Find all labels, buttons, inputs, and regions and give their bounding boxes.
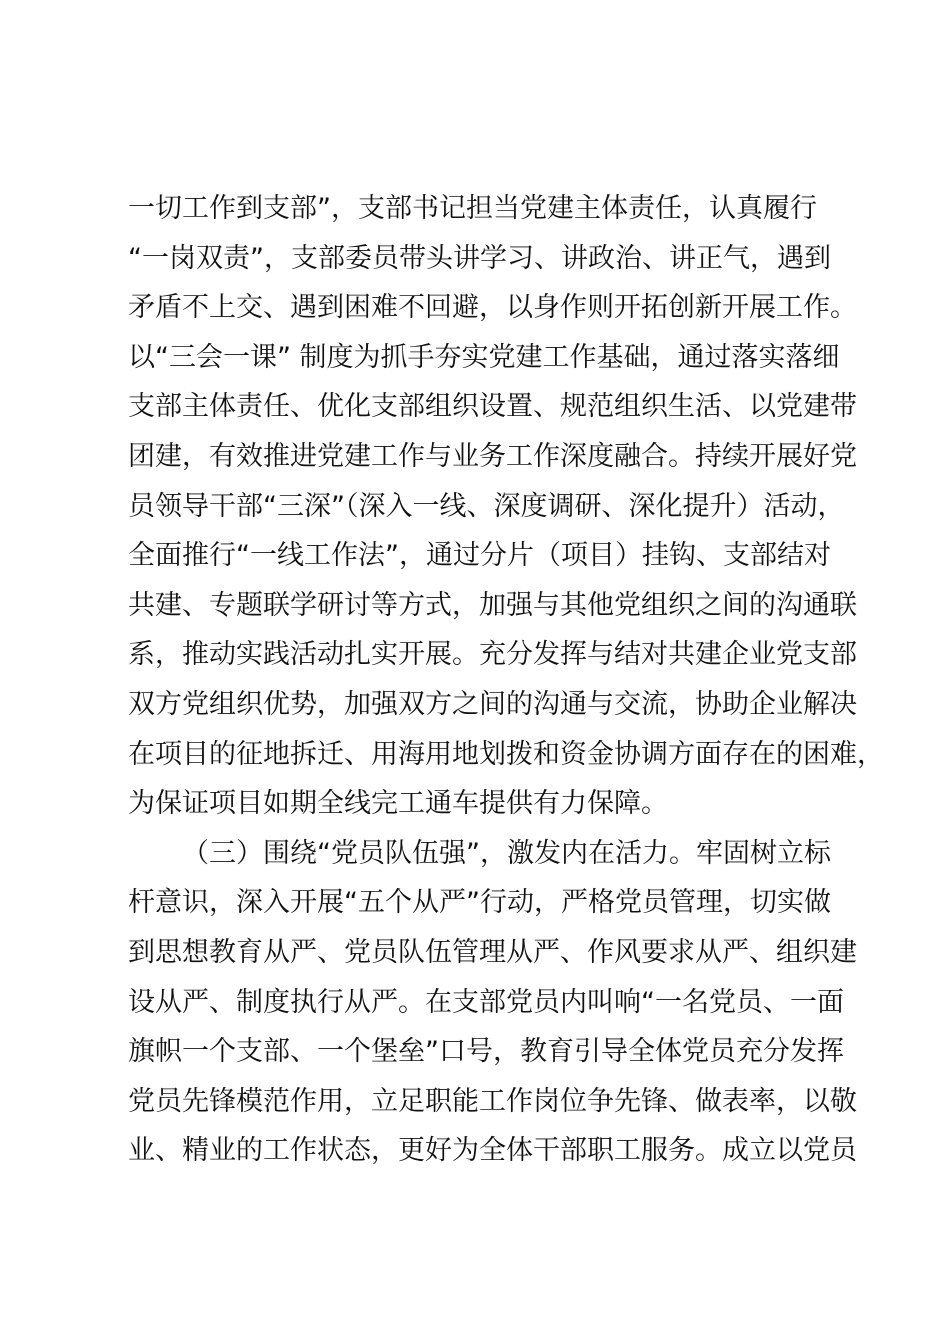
text-line: 党员先锋模范作用，立足职能工作岗位争先锋、做表率，以敬 bbox=[128, 1085, 857, 1117]
text-line: 全面推行“一线工作法”，通过分片（项目）挂钩、支部结对 bbox=[128, 540, 831, 572]
text-line: 员领导干部“三深”（深入一线、深度调研、深化提升）活动， bbox=[128, 490, 845, 522]
text-line: 旗帜一个支部、一个堡垒”口号，教育引导全体党员充分发挥 bbox=[128, 1036, 844, 1068]
text-line: 团建，有效推进党建工作与业务工作深度融合。持续开展好党 bbox=[128, 440, 857, 472]
text-line: 支部主体责任、优化支部组织设置、规范组织生活、以党建带 bbox=[128, 391, 857, 423]
text-line: 一切工作到支部”，支部书记担当党建主体责任，认真履行 bbox=[128, 193, 817, 224]
body-text bbox=[128, 184, 884, 1176]
text-line: 双方党组织优势，加强双方之间的沟通与交流，协助企业解决 bbox=[128, 688, 857, 720]
text-line: 业、精业的工作状态，更好为全体干部职工服务。成立以党员 bbox=[128, 1135, 857, 1167]
text-line: 共建、专题联学研讨等方式，加强与其他党组织之间的沟通联 bbox=[128, 589, 857, 621]
text-line: 到思想教育从严、党员队伍管理从严、作风要求从严、组织建 bbox=[128, 936, 857, 968]
text-line: 矛盾不上交、遇到困难不回避，以身作则开拓创新开展工作。 bbox=[128, 292, 857, 324]
text-line: 杆意识，深入开展“五个从严”行动，严格党员管理，切实做 bbox=[128, 887, 831, 919]
text-line: 系，推动实践活动扎实开展。充分发挥与结对共建企业党支部 bbox=[128, 639, 857, 671]
section-heading-line: （三）围绕“党员队伍强”，激发内在活力。牢固树立标 bbox=[182, 837, 831, 869]
text-line: 设从严、制度执行从严。在支部党员内叫响“一名党员、一面 bbox=[128, 986, 844, 1018]
text-line: 以“三会一课” 制度为抓手夯实党建工作基础，通过落实落细 bbox=[128, 341, 840, 373]
text-line: “一岗双责”，支部委员带头讲学习、讲政治、讲正气，遇到 bbox=[128, 242, 831, 274]
text-line: 为保证项目如期全线完工通车提供有力保障。 bbox=[128, 788, 668, 820]
text-line: 在项目的征地拆迁、用海用地划拨和资金协调方面存在的困难， bbox=[128, 738, 884, 770]
